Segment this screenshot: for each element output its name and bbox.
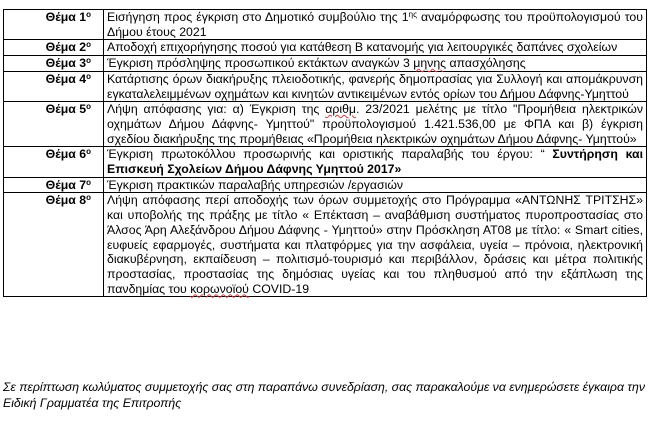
agenda-item-label: Θέμα $5^o$ bbox=[4, 102, 104, 147]
agenda-item-description: Λήψη απόφασης περί αποδοχής των όρων συμμετοχής στο Πρόγραμμα «ΑΝΤΩΝΗΣ ΤΡΙΤΣΗΣ» και υποβολής της πράξης με τίτλο « Επέκταση – αναβάθμιση συστήματος πυροπροστασίας στο Άλσος Άρη Αλεξάνδρου Δήμου Δάφνης - Υμηττού» στην Πρόσκληση ΑΤ08 με τίτλο: « Smart cities, ευφυείς εφαρμογές, συστήματα και πλατφόρμες για την ασφάλεια, υγεία – πρόνοια, ηλεκτρονική διακυβέρνηση, εκπαίδευση – πολιτισμό-τουρισμό και περιβάλλον, δράσεις και μέτρα πολιτικής προστασίας, προστασίας της δημόσιας υγείας και του πληθυσμού από την εξάπλωση της πανδημίας του κορωνοϊού COVID-19 bbox=[104, 193, 647, 297]
agenda-item-description: Έγκριση πρόσληψης προσωπικού εκτάκτων αναγκών 3 μηνης απασχόλησης bbox=[104, 56, 647, 72]
spellcheck-word: αριθμ bbox=[325, 102, 356, 117]
project-title: Συντήρηση και Επισκευή Σχολείων Δήμου Δάφνης Υμηττού 2017» bbox=[107, 147, 643, 177]
agenda-item-description: Εισήγηση προς έγκριση στο Δημοτικό συμβούλιο της $1^{\eta\varsigma}$ αναμόρφωσης του προϋπολογισμού του Δήμου έτους 2021 bbox=[104, 10, 647, 40]
agenda-row-5 bbox=[4, 102, 647, 147]
agenda-item-label: Θέμα $6^o$ bbox=[4, 147, 104, 177]
footer-note: Σε περίπτωση κωλύματος συμμετοχής σας στη παραπάνω συνεδρίαση, σας παρακαλούμε να ενημερώσετε έγκαιρα την Ειδική Γραμματέα της Επιτροπής bbox=[3, 380, 645, 410]
agenda-row-1 bbox=[4, 10, 647, 40]
agenda-item-label: Θέμα $7^o$ bbox=[4, 177, 104, 193]
agenda-item-label: Θέμα $8^o$ bbox=[4, 193, 104, 297]
spellcheck-word: κορωνοϊού bbox=[190, 281, 249, 296]
agenda-item-description: Αποδοχή επιχορήγησης ποσού για κατάθεση Β κατανομής για λειτουργικές δαπάνες σχολείων bbox=[104, 40, 647, 56]
agenda-item-label: Θέμα $4^o$ bbox=[4, 71, 104, 101]
agenda-table bbox=[3, 9, 647, 297]
agenda-row-7 bbox=[4, 177, 647, 193]
agenda-row-3 bbox=[4, 56, 647, 72]
agenda-row-8 bbox=[4, 193, 647, 297]
agenda-item-description: Κατάρτισης όρων διακήρυξης πλειοδοτικής, φανερής δημοπρασίας για Συλλογή και απομάκρυνση εγκαταλελειμμένων οχημάτων και κινητών αντικειμένων εντός ορίων του Δήμου Δάφνης-Υμηττού bbox=[104, 71, 647, 101]
agenda-item-description: Λήψη απόφασης για: α) Έγκριση της αριθμ. 23/2021 μελέτης με τίτλο "Προμήθεια ηλεκτρικών οχημάτων Δήμου Δάφνης- Υμηττού" προϋπολογισμού 1.421.536,00 με ΦΠΑ και β) έγκριση σχεδίου διακήρυξης της προμήθειας «Προμήθεια ηλεκτρικών οχημάτων Δήμου Δάφνης- Υμηττού» bbox=[104, 102, 647, 147]
agenda-row-6 bbox=[4, 147, 647, 177]
agenda-item-label: Θέμα $3^o$ bbox=[4, 56, 104, 72]
agenda-item-description: Έγκριση πρακτικών παραλαβής υπηρεσιών /εργασιών bbox=[104, 177, 647, 193]
agenda-item-label: Θέμα $2^o$ bbox=[4, 40, 104, 56]
agenda-item-description: Έγκριση πρωτοκόλλου προσωρινής και οριστικής παραλαβής του έργου: “ Συντήρηση και Επισκευή Σχολείων Δήμου Δάφνης Υμηττού 2017» bbox=[104, 147, 647, 177]
spellcheck-word: μηνης bbox=[413, 56, 447, 71]
agenda-item-label: Θέμα $1^o$ bbox=[4, 10, 104, 40]
agenda-row-2 bbox=[4, 40, 647, 56]
agenda-row-4 bbox=[4, 71, 647, 101]
